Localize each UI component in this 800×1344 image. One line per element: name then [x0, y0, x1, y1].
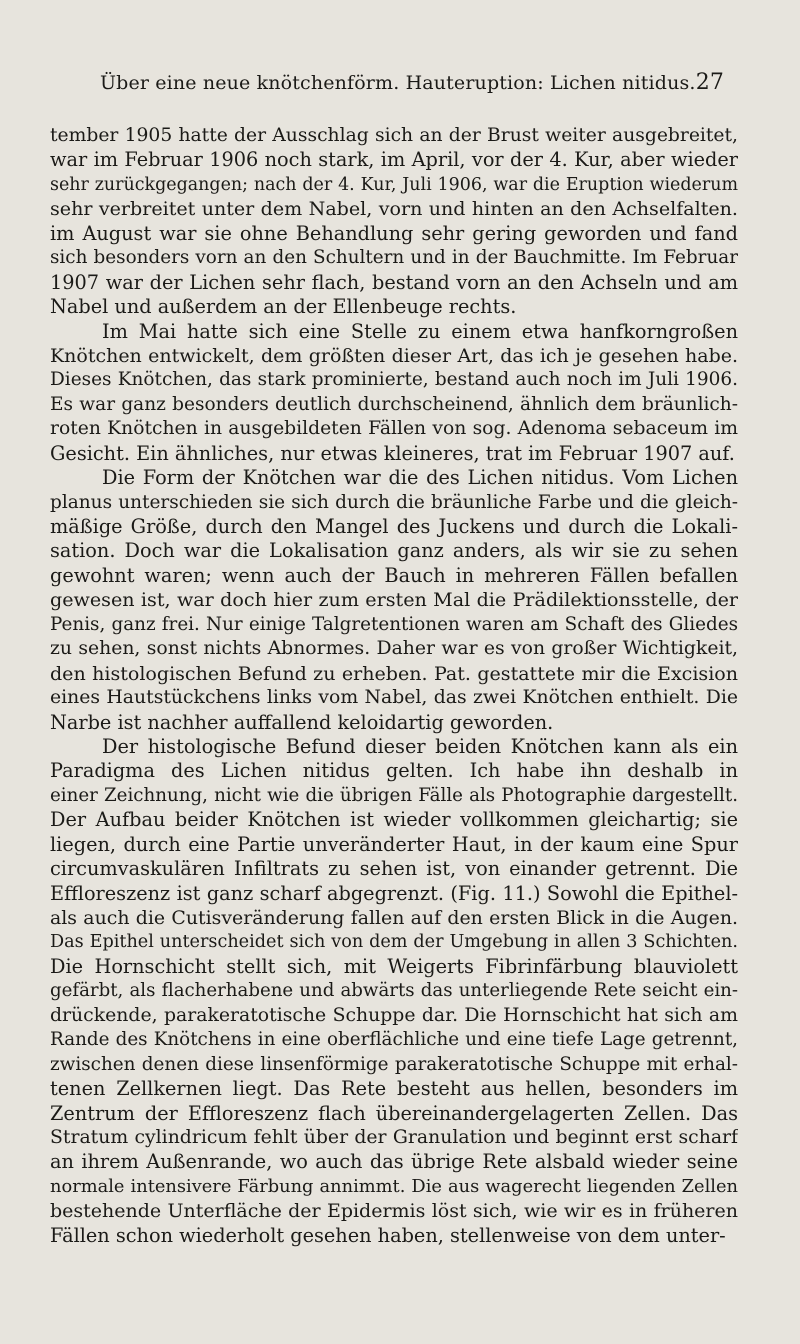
text-line: Nabel und außerdem an der Ellenbeuge rechts.: [50, 295, 517, 319]
text-line: zwischen denen diese linsenförmige parakeratotische Schuppe mit erhal-: [50, 1053, 738, 1075]
text-line: Zentrum der Effloreszenz flach übereinandergelagerten Zellen. Das: [50, 1101, 738, 1125]
text-line: Paradigma des Lichen nitidus gelten. Ich habe ihn deshalb in: [50, 759, 738, 783]
text-line: normale intensivere Färbung annimmt. Die aus wagerecht liegenden Zellen: [50, 1175, 738, 1197]
text-line: gewohnt waren; wenn auch der Bauch in mehreren Fällen befallen: [50, 563, 738, 587]
text-line: an ihrem Außenrande, wo auch das übrige Rete alsbald wieder seine: [50, 1150, 738, 1174]
text-line: sich besonders vorn an den Schultern und in der Bauchmitte. Im Februar: [50, 247, 738, 269]
text-line: gefärbt, als flacherhabene und abwärts das unterliegende Rete seicht ein-: [50, 980, 738, 1002]
text-line: Narbe ist nachher auffallend keloidartig geworden.: [50, 710, 554, 734]
page-number: 27: [695, 70, 724, 95]
text-line: Der histologische Befund dieser beiden Knötchen kann als ein: [102, 734, 738, 758]
text-line: tenen Zellkernen liegt. Das Rete besteht aus hellen, besonders im: [50, 1077, 738, 1101]
text-line: Rande des Knötchens in eine oberflächliche und eine tiefe Lage getrennt,: [50, 1029, 738, 1051]
text-line: den histologischen Befund zu erheben. Pat. gestattete mir die Excision: [50, 662, 738, 685]
text-line: Stratum cylindricum fehlt über der Granulation und beginnt erst scharf: [50, 1126, 738, 1148]
text-line: liegen, durch eine Partie unveränderter Haut, in der kaum eine Spur: [50, 832, 738, 856]
text-line: Effloreszenz ist ganz scharf abgegrenzt. (Fig. 11.) Sowohl die Epithel-: [50, 881, 738, 905]
text-line: sehr verbreitet unter dem Nabel, vorn und hinten an den Achselfalten.: [50, 198, 738, 221]
running-title: Über eine neue knötchenförm. Hauteruption: Lichen nitidus.: [100, 72, 696, 94]
text-line: Fällen schon wiederholt gesehen haben, stellenweise von dem unter-: [50, 1223, 726, 1247]
text-line: Es war ganz besonders deutlich durchscheinend, ähnlich dem bräunlich-: [50, 393, 738, 415]
text-line: circumvaskulären Infiltrats zu sehen ist, von einander getrennt. Die: [50, 857, 738, 881]
text-line: Die Form der Knötchen war die des Lichen nitidus. Vom Lichen: [102, 466, 738, 490]
text-line: planus unterschieden sie sich durch die bräunliche Farbe und die gleich-: [50, 491, 738, 513]
text-line: tember 1905 hatte der Ausschlag sich an der Brust weiter ausgebreitet,: [50, 125, 738, 146]
text-line: Penis, ganz frei. Nur einige Talgretentionen waren am Schaft des Gliedes: [50, 613, 738, 635]
text-line: drückende, parakeratotische Schuppe dar. Die Hornschicht hat sich am: [50, 1004, 738, 1026]
text-line: war im Februar 1906 noch stark, im April, vor der 4. Kur, aber wieder: [50, 148, 738, 172]
text-line: Der Aufbau beider Knötchen ist wieder vollkommen gleichartig; sie: [50, 808, 738, 832]
text-line: mäßige Größe, durch den Mangel des Juckens und durch die Lokali-: [50, 515, 738, 538]
text-line: einer Zeichnung, nicht wie die übrigen Fälle als Photographie dargestellt.: [50, 784, 738, 806]
text-line: Gesicht. Ein ähnliches, nur etwas kleineres, trat im Februar 1907 auf.: [50, 441, 735, 465]
running-header: [100, 72, 740, 102]
text-line: zu sehen, sonst nichts Abnormes. Daher war es von großer Wichtigkeit,: [50, 638, 738, 660]
text-line: 1907 war der Lichen sehr flach, bestand vorn an den Achseln und am: [50, 270, 738, 294]
text-line: bestehende Unterfläche der Epidermis löst sich, wie wir es in früheren: [50, 1200, 738, 1223]
text-line: roten Knötchen in ausgebildeten Fällen von sog. Adenoma sebaceum im: [50, 418, 738, 440]
text-line: im August war sie ohne Behandlung sehr gering geworden und fand: [50, 221, 738, 245]
text-line: Knötchen entwickelt, dem größten dieser Art, das ich je gesehen habe.: [50, 344, 738, 367]
text-line: eines Hautstückchens links vom Nabel, das zwei Knötchen enthielt. Die: [50, 687, 738, 709]
text-line: sation. Doch war die Lokalisation ganz anders, als wir sie zu sehen: [50, 539, 738, 563]
text-line: Im Mai hatte sich eine Stelle zu einem etwa hanfkorngroßen: [102, 319, 738, 343]
text-line: sehr zurückgegangen; nach der 4. Kur, Juli 1906, war die Eruption wiederum: [50, 174, 738, 195]
text-line: Die Hornschicht stellt sich, mit Weigerts Fibrinfärbung blauviolett: [50, 954, 738, 978]
text-line: gewesen ist, war doch hier zum ersten Mal die Prädilektionsstelle, der: [50, 588, 738, 612]
text-line: Das Epithel unterscheidet sich von dem der Umgebung in allen 3 Schichten.: [50, 932, 738, 953]
text-line: Dieses Knötchen, das stark prominierte, bestand auch noch im Juli 1906.: [50, 369, 738, 391]
text-line: als auch die Cutisveränderung fallen auf den ersten Blick in die Augen.: [50, 907, 738, 929]
body-text: [50, 124, 738, 1248]
